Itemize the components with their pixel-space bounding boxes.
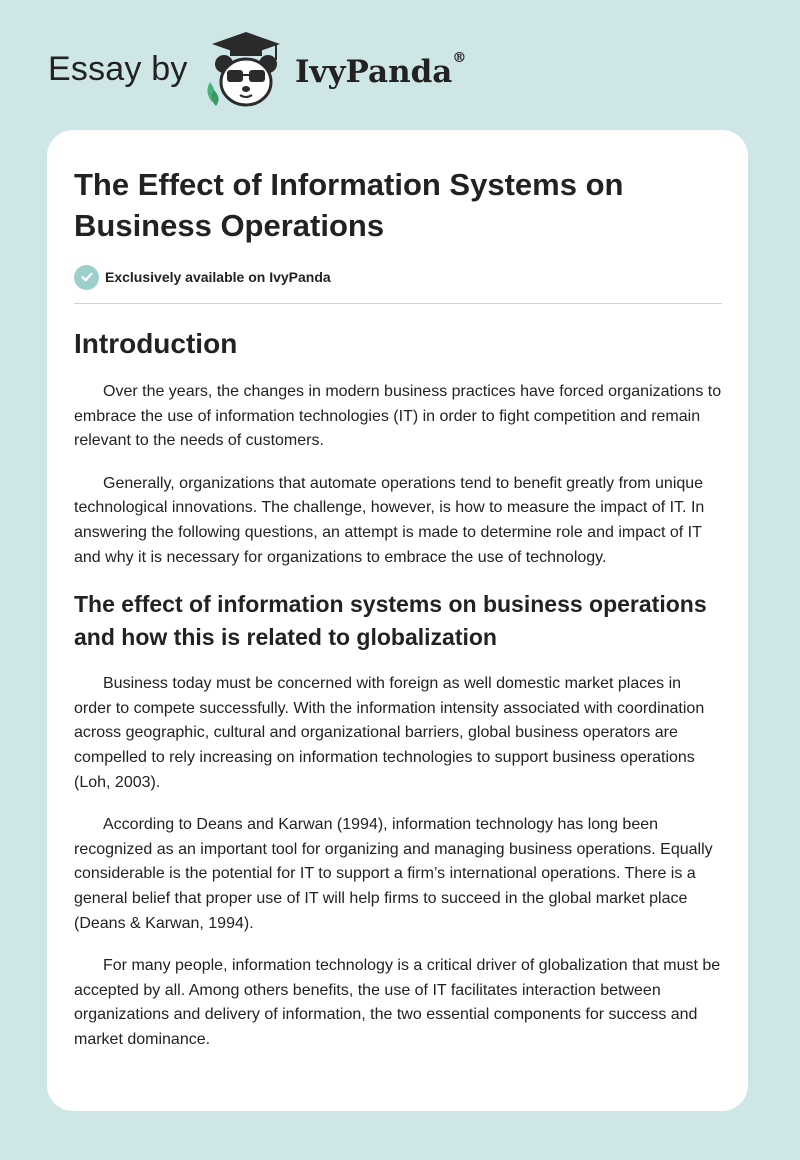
paragraph: According to Deans and Karwan (1994), information technology has long been recognized as an important tool for organizing and managing business operations. Equally considerable is the potential for IT to support a firm’s international operations. There is a general belief that proper use of IT will help firms to succeed in the global market place (Deans & Karwan, 1994). — [74, 816, 713, 932]
section-heading: Introduction — [74, 328, 238, 359]
paragraph: Generally, organizations that automate operations tend to benefit greatly from unique technological innovations. The challenge, however, is how to measure the impact of IT. In answering the following questions, an attempt is made to determine role and impact of IT and why it is necessary for organizations to embrace the use of technology. — [74, 474, 705, 566]
essay-title: The Effect of Information Systems on Business Operations — [74, 167, 624, 243]
paragraph: Business today must be concerned with foreign as well domestic market places in order to compete successfully. With the information intensity associated with coordination across geographic, cultural and organizational barriers, global business operators are compelled to rely increasing on information technologies to support business operations (Loh, 2003). — [74, 675, 705, 791]
badge-text: Exclusively available on IvyPanda — [105, 269, 331, 285]
brand-prefix: Essay by — [48, 50, 188, 88]
paragraph: For many people, information technology is a critical driver of globalization that must be accepted by all. Among others benefits, the use of IT facilitates interaction between organizations and delivery of information, the two essential components for success and market dominance. — [74, 957, 721, 1048]
brand-name[interactable] — [295, 50, 467, 90]
panda-graduate-icon[interactable] — [200, 30, 292, 110]
essay-card — [47, 130, 748, 1111]
section-heading: The effect of information systems on business operations and how this is related to globalization — [74, 591, 707, 651]
site-header — [0, 0, 800, 130]
paragraph: Over the years, the changes in modern business practices have forced organizations to embrace the use of information technologies (IT) in order to fight competition and remain relevant to the needs of customers. — [74, 383, 722, 450]
exclusive-badge — [74, 264, 722, 290]
registered-mark: ® — [452, 50, 467, 66]
check-circle-icon — [74, 265, 99, 290]
brand-name-text: IvyPanda — [295, 54, 453, 90]
divider — [74, 303, 722, 304]
